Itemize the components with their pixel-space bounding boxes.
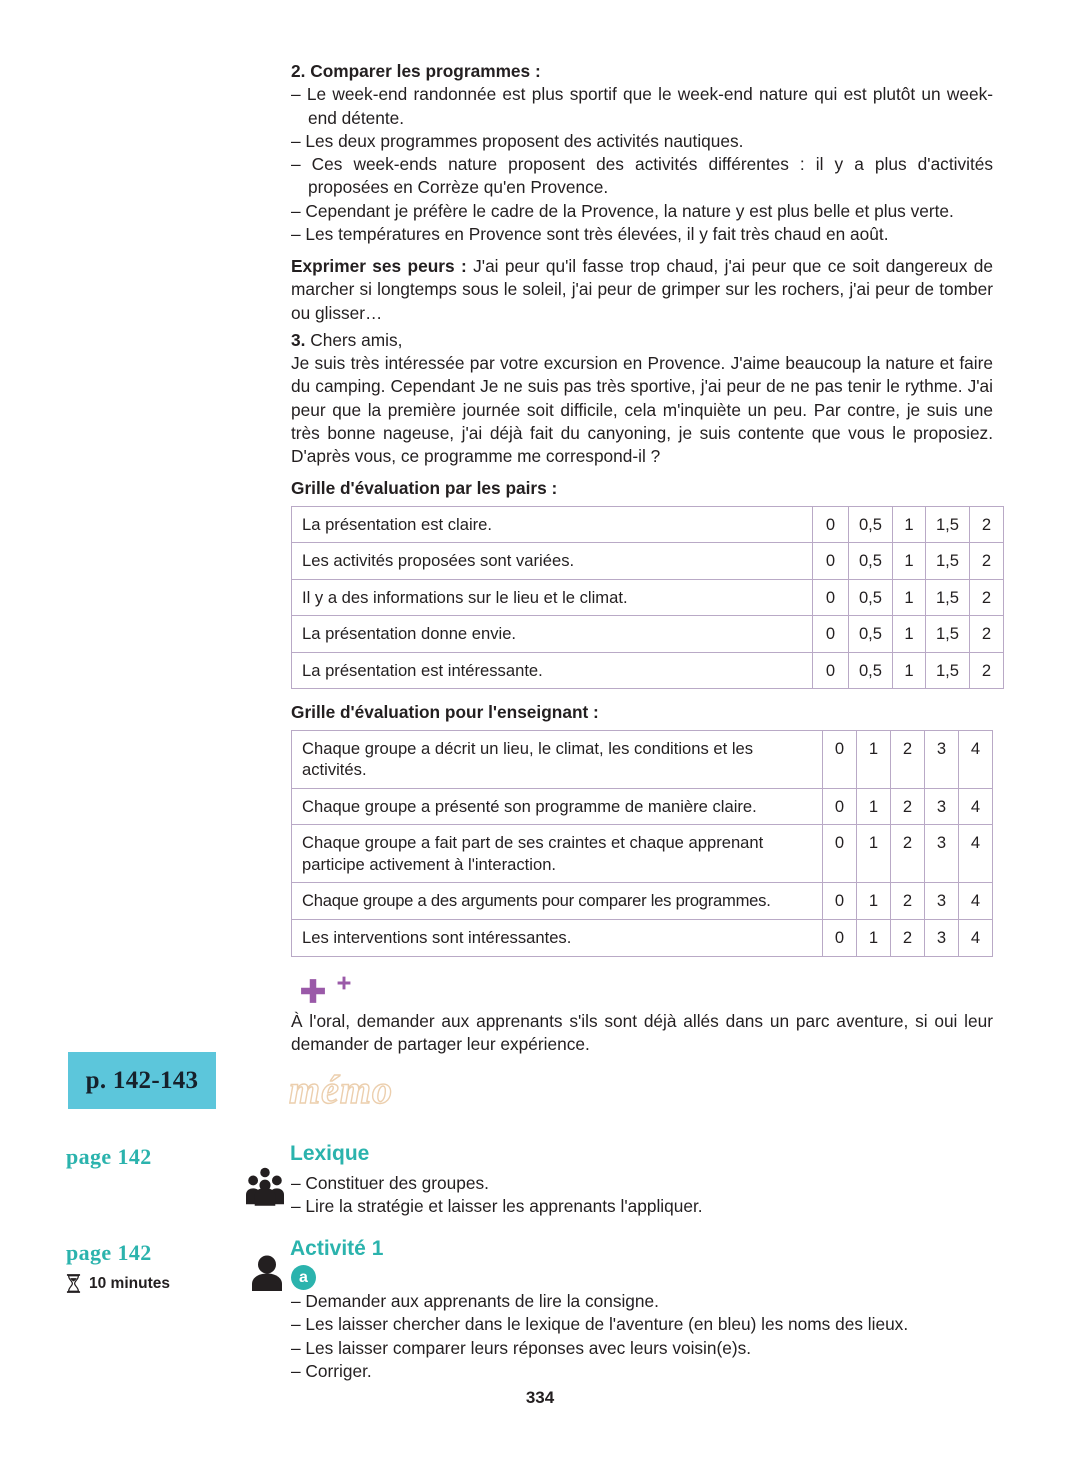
section-2-item: – Ces week-ends nature proposent des activités différentes : il y a plus d'activités proposées en Corrèze qu'en Provence. <box>291 154 993 198</box>
activity-duration-label: 10 minutes <box>89 1274 170 1292</box>
score-cell[interactable]: 1,5 <box>926 616 970 653</box>
grille-enseignant-title: Grille d'évaluation pour l'enseignant : <box>291 702 599 723</box>
section-heading-activite: Activité 1 <box>290 1237 384 1260</box>
score-cell[interactable]: 1 <box>893 543 926 580</box>
score-cell[interactable]: 1,5 <box>926 543 970 580</box>
page-reference-lexique: page 142 <box>66 1144 152 1169</box>
score-cell[interactable]: 1,5 <box>926 652 970 689</box>
table-row <box>292 730 993 788</box>
score-cell[interactable]: 3 <box>925 730 959 788</box>
memo-heading: mémo <box>289 1067 393 1112</box>
list-item: – Lire la stratégie et laisser les apprenants l'appliquer. <box>291 1196 703 1217</box>
score-cell[interactable]: 0 <box>813 579 849 616</box>
criterion-cell: Il y a des informations sur le lieu et le climat. <box>292 579 813 616</box>
criterion-cell: Les activités proposées sont variées. <box>292 543 813 580</box>
section-heading-lexique: Lexique <box>290 1142 370 1165</box>
score-cell[interactable]: 2 <box>970 506 1004 543</box>
score-cell[interactable]: 1,5 <box>926 506 970 543</box>
section-3-body: Je suis très intéressée par votre excursion en Provence. J'aime beaucoup la nature et faire du camping. Cependant Je ne suis pas très sportive, j'ai peur de ne pas tenir le rythme. J'ai peur que la première journée soit difficile, cela m'inquiète un peu. Par contre, je suis une très bonne nageuse, j'ai déjà fait du canyoning, je suis contente que vous le proposiez. D'après vous, ce programme me correspond-il ? <box>291 353 993 466</box>
plus-icon <box>300 978 326 1004</box>
exprimer-ses-peurs-text: J'ai peur qu'il fasse trop chaud, j'ai peur que ce soit dangereux de marcher si longtemps sous le soleil, j'ai peur de grimper sur les rochers, j'ai peur de tomber ou glisser… <box>291 256 993 323</box>
score-cell[interactable]: 1 <box>857 788 891 825</box>
plus-icon-small <box>337 976 351 990</box>
lexique-bullet-list <box>291 1172 991 1219</box>
table-row <box>292 919 993 956</box>
criterion-cell: La présentation donne envie. <box>292 616 813 653</box>
score-cell[interactable]: 2 <box>970 543 1004 580</box>
score-cell[interactable]: 0 <box>823 825 857 883</box>
criterion-cell: La présentation est claire. <box>292 506 813 543</box>
score-cell[interactable]: 1 <box>857 919 891 956</box>
score-cell[interactable]: 0 <box>813 543 849 580</box>
list-item: – Les laisser chercher dans le lexique de l'aventure (en bleu) les noms des lieux. <box>291 1314 909 1335</box>
score-cell[interactable]: 1,5 <box>926 579 970 616</box>
section-2-item: – Les températures en Provence sont très élevées, il y fait très chaud en août. <box>291 223 889 244</box>
table-row <box>292 652 1004 689</box>
score-cell[interactable]: 1 <box>857 825 891 883</box>
score-cell[interactable]: 2 <box>970 652 1004 689</box>
score-cell[interactable]: 2 <box>970 579 1004 616</box>
table-row <box>292 788 993 825</box>
score-cell[interactable]: 3 <box>925 788 959 825</box>
score-cell[interactable]: 2 <box>891 883 925 920</box>
activity-duration <box>66 1274 170 1293</box>
section-2-item: – Le week-end randonnée est plus sportif que le week-end nature qui est plutôt un week-end détente. <box>291 84 993 128</box>
score-cell[interactable]: 4 <box>959 883 993 920</box>
score-cell[interactable]: 0,5 <box>849 579 893 616</box>
group-of-people-icon <box>246 1166 284 1206</box>
score-cell[interactable]: 2 <box>891 730 925 788</box>
section-2-title: 2. Comparer les programmes : <box>291 61 541 81</box>
plus-icons-row <box>291 976 993 1010</box>
score-cell[interactable]: 0 <box>823 788 857 825</box>
page-marker-label: p. 142-143 <box>85 1067 199 1094</box>
exprimer-ses-peurs-label: Exprimer ses peurs : <box>291 256 467 276</box>
list-item: – Constituer des groupes. <box>291 1173 489 1193</box>
list-item: – Demander aux apprenants de lire la consigne. <box>291 1291 659 1311</box>
exprimer-ses-peurs-paragraph <box>291 255 993 325</box>
score-cell[interactable]: 1 <box>857 883 891 920</box>
score-cell[interactable]: 3 <box>925 825 959 883</box>
section-2-item: – Les deux programmes proposent des activités nautiques. <box>291 130 744 151</box>
section-3-salutation: Chers amis, <box>305 329 403 350</box>
single-person-icon <box>252 1255 282 1291</box>
plus-note-text: À l'oral, demander aux apprenants s'ils sont déjà allés dans un parc aventure, si oui leur demander de partager leur expérience. <box>291 1010 993 1054</box>
criterion-cell: Chaque groupe a présenté son programme de manière claire. <box>292 788 823 825</box>
list-item: – Les laisser comparer leurs réponses avec leurs voisin(e)s. <box>291 1337 752 1358</box>
score-cell[interactable]: 1 <box>857 730 891 788</box>
grille-pairs-title: Grille d'évaluation par les pairs : <box>291 478 558 499</box>
score-cell[interactable]: 2 <box>970 616 1004 653</box>
table-row <box>292 543 1004 580</box>
section-2-item: – Cependant je préfère le cadre de la Provence, la nature y est plus belle et plus verte. <box>291 200 954 221</box>
sub-activity-badge-a[interactable]: a <box>291 1265 316 1290</box>
table-row <box>292 825 993 883</box>
score-cell[interactable]: 4 <box>959 788 993 825</box>
criterion-cell: Chaque groupe a fait part de ses craintes et chaque apprenant participe activement à l'interaction. <box>292 825 823 883</box>
section-3-salutation-line <box>291 329 993 352</box>
page-number: 334 <box>525 1388 555 1407</box>
page-reference-activite: page 142 <box>66 1240 152 1265</box>
grille-evaluation-pairs-table <box>291 506 1004 690</box>
criterion-cell: Chaque groupe a décrit un lieu, le climat, les conditions et les activités. <box>292 730 823 788</box>
score-cell[interactable]: 4 <box>959 919 993 956</box>
corrections-column <box>291 60 993 1056</box>
score-cell[interactable]: 0,5 <box>849 616 893 653</box>
criterion-cell: Chaque groupe a des arguments pour comparer les programmes. <box>292 883 823 920</box>
score-cell[interactable]: 0 <box>823 730 857 788</box>
score-cell[interactable]: 1 <box>893 652 926 689</box>
score-cell[interactable]: 0,5 <box>849 506 893 543</box>
score-cell[interactable]: 1 <box>893 506 926 543</box>
score-cell[interactable]: 0,5 <box>849 543 893 580</box>
table-row <box>292 506 1004 543</box>
grille-evaluation-enseignant-table <box>291 730 993 957</box>
score-cell[interactable]: 4 <box>959 825 993 883</box>
score-cell[interactable]: 4 <box>959 730 993 788</box>
criterion-cell: Les interventions sont intéressantes. <box>292 919 823 956</box>
score-cell[interactable]: 3 <box>925 919 959 956</box>
section-3-label: 3. <box>291 329 306 350</box>
list-item: – Corriger. <box>291 1360 372 1381</box>
score-cell[interactable]: 2 <box>891 788 925 825</box>
score-cell[interactable]: 2 <box>891 919 925 956</box>
table-row <box>292 579 1004 616</box>
score-cell[interactable]: 0 <box>813 616 849 653</box>
table-row <box>292 883 993 920</box>
criterion-cell: La présentation est intéressante. <box>292 652 813 689</box>
score-cell[interactable]: 2 <box>891 825 925 883</box>
score-cell[interactable]: 0,5 <box>849 652 893 689</box>
score-cell[interactable]: 1 <box>893 579 926 616</box>
score-cell[interactable]: 0 <box>823 919 857 956</box>
score-cell[interactable]: 3 <box>925 883 959 920</box>
hourglass-icon <box>66 1274 81 1293</box>
table-row <box>292 616 1004 653</box>
score-cell[interactable]: 1 <box>893 616 926 653</box>
activite-bullet-list <box>291 1290 991 1383</box>
score-cell[interactable]: 0 <box>813 506 849 543</box>
page-marker-badge <box>68 1052 216 1109</box>
score-cell[interactable]: 0 <box>813 652 849 689</box>
score-cell[interactable]: 0 <box>823 883 857 920</box>
